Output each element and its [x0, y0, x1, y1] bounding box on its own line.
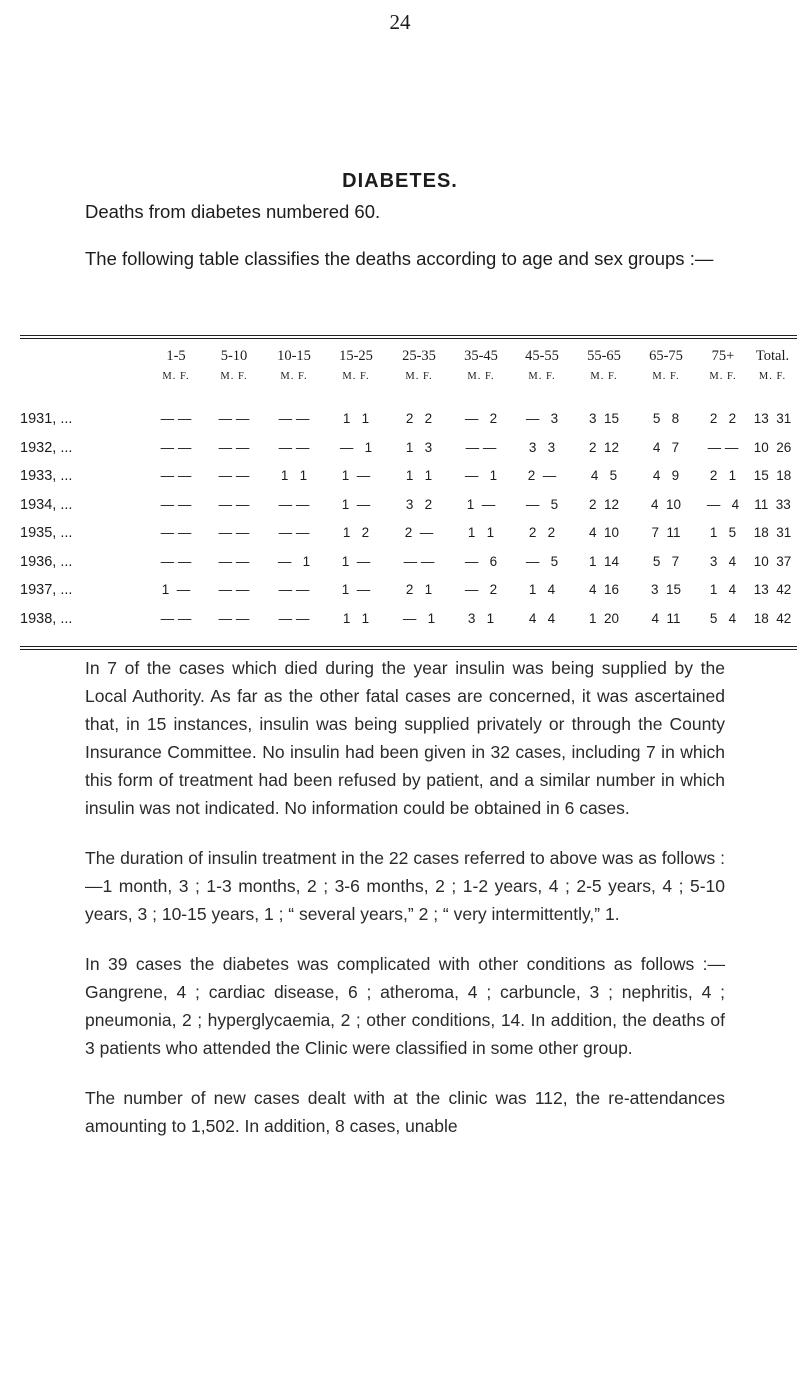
table-cell: — 2 — [464, 582, 498, 597]
sex-label: M. F. — [528, 371, 556, 382]
table-cell: 1 14 — [588, 553, 620, 569]
table-cell: — — — [218, 468, 250, 483]
header-age-25-35: 25-35 — [402, 348, 436, 364]
table-cell: 1 4 — [528, 582, 556, 597]
header-age-15-25: 15-25 — [339, 348, 373, 364]
table-cell: — — — [278, 496, 310, 512]
row-year: 1936, ... — [20, 553, 73, 570]
table-cell: — — — [160, 411, 192, 426]
table-cell: — — — [218, 525, 250, 540]
table-row — [20, 497, 797, 519]
table-cell: 1 20 — [588, 610, 620, 626]
table-cell: 1 1 — [405, 468, 433, 483]
table-cell: — — — [218, 582, 250, 597]
table-cell: — 6 — [464, 553, 498, 569]
section-title: DIABETES. — [342, 170, 458, 192]
table-header-age-groups — [20, 348, 797, 370]
paragraph-insulin-supply: In 7 of the cases which died during the year insulin was being supplied by the Local Authority. As far as the other fatal cases are concerned, it was ascertained that, in 15 instances, insulin was being supplied privately or through the County Insurance Committee. No insulin had been given in 32 cases, including 7 in which this form of treatment had been refused by patient, and a similar number in which insulin was not indicated. No information could be obtained in 6 cases. — [85, 658, 725, 818]
table-cell: 1 1 — [280, 468, 308, 483]
table-cell: 4 9 — [652, 468, 680, 483]
table-cell: — — — [465, 439, 497, 455]
intro-table-description: The following table classifies the deaths according to age and sex groups :— — [85, 248, 714, 269]
table-cell: 2 12 — [588, 496, 620, 512]
sex-label: M. F. — [220, 371, 248, 382]
header-age-55-65: 55-65 — [587, 348, 621, 364]
table-cell: — — — [218, 439, 250, 455]
table-cell: 7 11 — [651, 525, 681, 540]
row-year: 1934, ... — [20, 496, 73, 513]
table-cell: — 5 — [525, 496, 559, 512]
table-cell: 5 4 — [709, 610, 737, 626]
sex-label: M. F. — [709, 371, 737, 382]
table-cell: 1 1 — [342, 411, 370, 426]
table-top-rule — [20, 335, 797, 336]
table-row — [20, 582, 797, 604]
table-cell: — — — [160, 496, 192, 512]
table-cell: 2 2 — [709, 411, 737, 426]
table-row — [20, 611, 797, 633]
sex-label: M. F. — [758, 371, 787, 382]
table-cell: 4 10 — [588, 525, 620, 540]
table-cell: 13 42 — [753, 582, 792, 597]
header-age-10-15: 10-15 — [277, 348, 311, 364]
table-cell: — 5 — [525, 553, 559, 569]
table-cell: — — — [278, 582, 310, 597]
table-cell: 2 1 — [405, 582, 433, 597]
table-cell: 1 — — [161, 582, 191, 597]
table-bottom-rule — [20, 646, 797, 647]
table-cell: — 1 — [402, 610, 436, 626]
table-cell: — — — [160, 468, 192, 483]
intro-deaths-line: Deaths from diabetes numbered 60. — [85, 201, 381, 222]
table-cell: 4 16 — [588, 582, 620, 597]
table-cell: — — — [218, 496, 250, 512]
table-header-sex — [20, 371, 797, 393]
table-cell: 1 — — [341, 582, 371, 597]
table-cell: — — — [707, 439, 739, 455]
table-cell: 2 1 — [709, 468, 737, 483]
sex-label: M. F. — [652, 371, 680, 382]
table-cell: 3 15 — [588, 411, 620, 426]
table-cell: — — — [160, 525, 192, 540]
table-cell: 3 2 — [405, 496, 433, 512]
table-cell: 2 — — [527, 468, 557, 483]
table-cell: 2 2 — [528, 525, 556, 540]
table-cell: 1 2 — [342, 525, 370, 540]
row-year: 1932, ... — [20, 439, 73, 456]
table-cell: 2 — — [404, 525, 434, 540]
table-cell: 13 31 — [753, 411, 792, 426]
table-cell: 4 4 — [528, 610, 556, 626]
table-cell: — — — [218, 411, 250, 426]
table-cell: 1 — — [341, 468, 371, 483]
table-cell: 1 — — [341, 553, 371, 569]
table-cell: 1 1 — [467, 525, 495, 540]
table-cell: — — — [160, 553, 192, 569]
table-cell: 4 5 — [590, 468, 618, 483]
paragraph-complications: In 39 cases the diabetes was complicated with other conditions as follows :—Gangrene, 4 ; cardiac disease, 6 ; atheroma, 4 ; carbuncle, 3 ; nephritis, 4 ; pneumonia, 2 ; hyperglycaemia, 2 ; other conditions, 14. In addition, the deaths of 3 patients who attended the Clinic were classified in some other group. — [85, 954, 725, 1058]
table-cell: — — — [403, 553, 435, 569]
sex-label: M. F. — [280, 371, 308, 382]
header-age-35-45: 35-45 — [464, 348, 498, 364]
row-year: 1937, ... — [20, 582, 73, 598]
table-cell: 1 4 — [709, 582, 737, 597]
header-age-45-55: 45-55 — [525, 348, 559, 364]
row-year: 1931, ... — [20, 411, 73, 427]
table-cell: — 1 — [277, 553, 311, 569]
table-row — [20, 525, 797, 547]
header-age-75-plus: 75+ — [711, 348, 735, 364]
intro — [85, 198, 725, 272]
table-row — [20, 554, 797, 576]
table-cell: — — — [278, 610, 310, 626]
row-year: 1933, ... — [20, 468, 73, 484]
table-bottom-rule-inner — [20, 649, 797, 650]
sex-label: M. F. — [590, 371, 618, 382]
table-cell: — — — [278, 525, 310, 540]
table-cell: — — — [218, 610, 250, 626]
table-cell: — 4 — [706, 496, 740, 512]
table-cell: 1 3 — [405, 439, 433, 455]
sex-label: M. F. — [405, 371, 433, 382]
table-cell: 10 26 — [753, 439, 792, 455]
table-cell: 4 11 — [651, 610, 681, 626]
header-age-1-5: 1-5 — [166, 348, 186, 364]
header-age-5-10: 5-10 — [220, 348, 248, 364]
table-cell: — — — [160, 610, 192, 626]
table-row — [20, 468, 797, 490]
table-cell: 1 5 — [709, 525, 737, 540]
table-cell: — 1 — [339, 439, 373, 455]
table-cell: 5 7 — [652, 553, 680, 569]
table-row — [20, 411, 797, 433]
header-total: Total. — [755, 348, 790, 364]
table-cell: 3 1 — [467, 610, 495, 626]
paragraph-clinic-cases: The number of new cases dealt with at the clinic was 112, the re-attendances amounting to 1,502. In addition, 8 cases, unable — [85, 1088, 725, 1136]
table-cell: 3 15 — [650, 582, 682, 597]
sex-label: M. F. — [342, 371, 370, 382]
table-cell: 15 18 — [753, 468, 792, 483]
header-age-65-75: 65-75 — [649, 348, 683, 364]
row-year: 1935, ... — [20, 525, 73, 541]
table-cell: 11 33 — [754, 496, 791, 512]
table-cell: 1 1 — [342, 610, 370, 626]
row-year: 1938, ... — [20, 610, 73, 627]
page-number: 24 — [389, 10, 411, 34]
table-cell: — — — [160, 439, 192, 455]
table-cell: 2 2 — [405, 411, 433, 426]
table-cell: 2 12 — [588, 439, 620, 455]
body-text — [85, 654, 725, 1162]
table-top-rule-inner — [20, 338, 797, 339]
table-cell: 1 — — [466, 496, 496, 512]
table-cell: 18 31 — [753, 525, 792, 540]
table-cell: — 3 — [525, 411, 559, 426]
table-row — [20, 440, 797, 462]
table-cell: — — — [218, 553, 250, 569]
table-cell: 10 37 — [753, 553, 792, 569]
table-cell: — 2 — [464, 411, 498, 426]
paragraph-insulin-duration: The duration of insulin treatment in the 22 cases referred to above was as follows :—1 month, 3 ; 1-3 months, 2 ; 3-6 months, 2 ; 1-2 years, 4 ; 2-5 years, 4 ; 5-10 years, 3 ; 10-15 years, 1 ; “ several years,” 2 ; “ very intermittently,” 1. — [85, 848, 725, 924]
table-cell: — — — [278, 439, 310, 455]
table-cell: 3 3 — [528, 439, 556, 455]
table-cell: — — — [278, 411, 310, 426]
table-cell: 5 8 — [652, 411, 680, 426]
table-cell: 1 — — [341, 496, 371, 512]
sex-label: M. F. — [162, 371, 190, 382]
table-cell: 3 4 — [709, 553, 737, 569]
table-cell: — 1 — [464, 468, 498, 483]
table-cell: 4 7 — [652, 439, 680, 455]
sex-label: M. F. — [467, 371, 495, 382]
table-cell: 4 10 — [650, 496, 682, 512]
table-cell: 18 42 — [753, 610, 792, 626]
